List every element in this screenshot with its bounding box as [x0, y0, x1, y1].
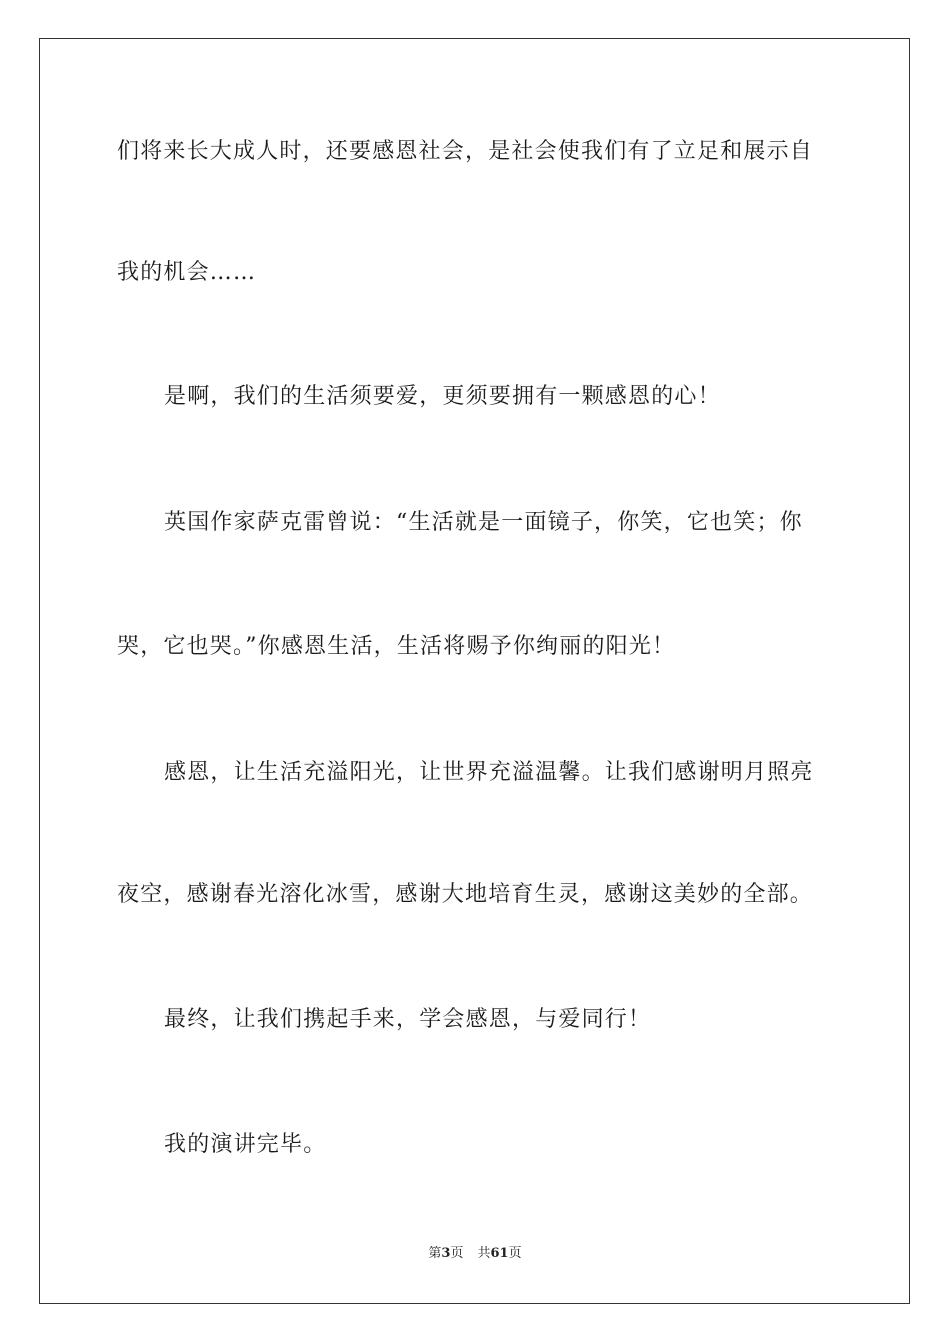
paragraph-line: 英国作家萨克雷曾说：“生活就是一面镜子，你笑，它也笑；你 — [164, 510, 803, 535]
paragraph-line: 是啊，我们的生活须要爱，更须要拥有一颗感恩的心！ — [164, 384, 721, 409]
total-prefix: 共 — [477, 1246, 491, 1261]
paragraph-line: 们将来长大成人时，还要感恩社会，是社会使我们有了立足和展示自 — [117, 139, 814, 164]
page-border — [39, 38, 910, 1304]
total-suffix: 页 — [508, 1246, 522, 1261]
page-prefix: 第 — [428, 1246, 442, 1261]
total-pages: 61 — [490, 1246, 509, 1261]
paragraph-line: 感恩，让生活充溢阳光，让世界充溢温馨。让我们感谢明月照亮 — [164, 760, 814, 785]
page-suffix: 页 — [450, 1246, 464, 1261]
paragraph-line: 最终，让我们携起手来，学会感恩，与爱同行！ — [164, 1007, 652, 1032]
page-footer — [0, 1245, 950, 1263]
paragraph-line: 夜空，感谢春光溶化冰雪，感谢大地培育生灵，感谢这美妙的全部。 — [117, 882, 814, 907]
paragraph-line: 哭，它也哭。”你感恩生活，生活将赐予你绚丽的阳光！ — [117, 634, 676, 659]
page-number: 3 — [441, 1246, 451, 1261]
paragraph-line: 我的演讲完毕。 — [164, 1132, 327, 1157]
paragraph-line: 我的机会…… — [117, 260, 257, 285]
